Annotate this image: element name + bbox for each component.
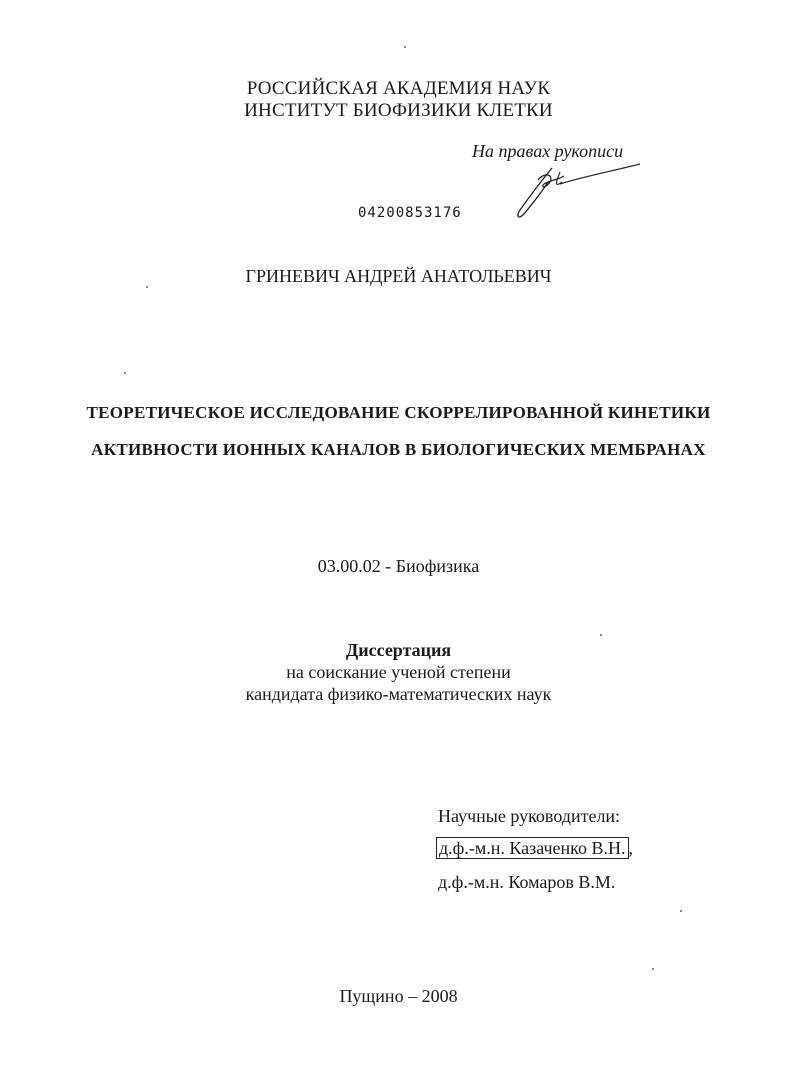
scan-speck xyxy=(404,46,406,48)
scan-speck xyxy=(652,968,654,970)
manuscript-note: На правах рукописи xyxy=(472,141,624,161)
scan-speck xyxy=(146,286,148,288)
supervisors-heading: Научные руководители: xyxy=(438,806,621,826)
institute-name: ИНСТИТУТ БИОФИЗИКИ КЛЕТКИ xyxy=(244,100,553,121)
footer-city-year: Пущино – 2008 xyxy=(339,986,458,1006)
degree-heading: Диссертация xyxy=(345,640,452,660)
scan-speck xyxy=(124,372,126,374)
thesis-title-line1: ТЕОРЕТИЧЕСКОЕ ИССЛЕДОВАНИЕ СКОРРЕЛИРОВАННОЙ КИНЕТИКИ xyxy=(86,403,711,422)
thesis-title-line2: АКТИВНОСТИ ИОННЫХ КАНАЛОВ В БИОЛОГИЧЕСКИХ МЕМБРАНАХ xyxy=(91,440,706,459)
scan-speck xyxy=(680,910,682,912)
signature-icon xyxy=(508,158,648,224)
author-name: ГРИНЕВИЧ АНДРЕЙ АНАТОЛЬЕВИЧ xyxy=(245,266,552,286)
academy-name: РОССИЙСКАЯ АКАДЕМИЯ НАУК xyxy=(246,78,551,99)
scan-speck xyxy=(600,634,602,636)
degree-line2: кандидата физико-математических наук xyxy=(245,684,552,704)
degree-line1: на соискание ученой степени xyxy=(286,662,511,682)
supervisor-first-suffix: , xyxy=(628,838,633,858)
supervisor-first xyxy=(436,838,633,859)
catalog-number: 04200853176 xyxy=(358,205,462,221)
supervisor-first-name: д.ф.-м.н. Казаченко В.Н. xyxy=(436,837,629,859)
specialty-code: 03.00.02 - Биофизика xyxy=(317,556,480,576)
supervisor-second: д.ф.-м.н. Комаров В.М. xyxy=(438,872,616,892)
